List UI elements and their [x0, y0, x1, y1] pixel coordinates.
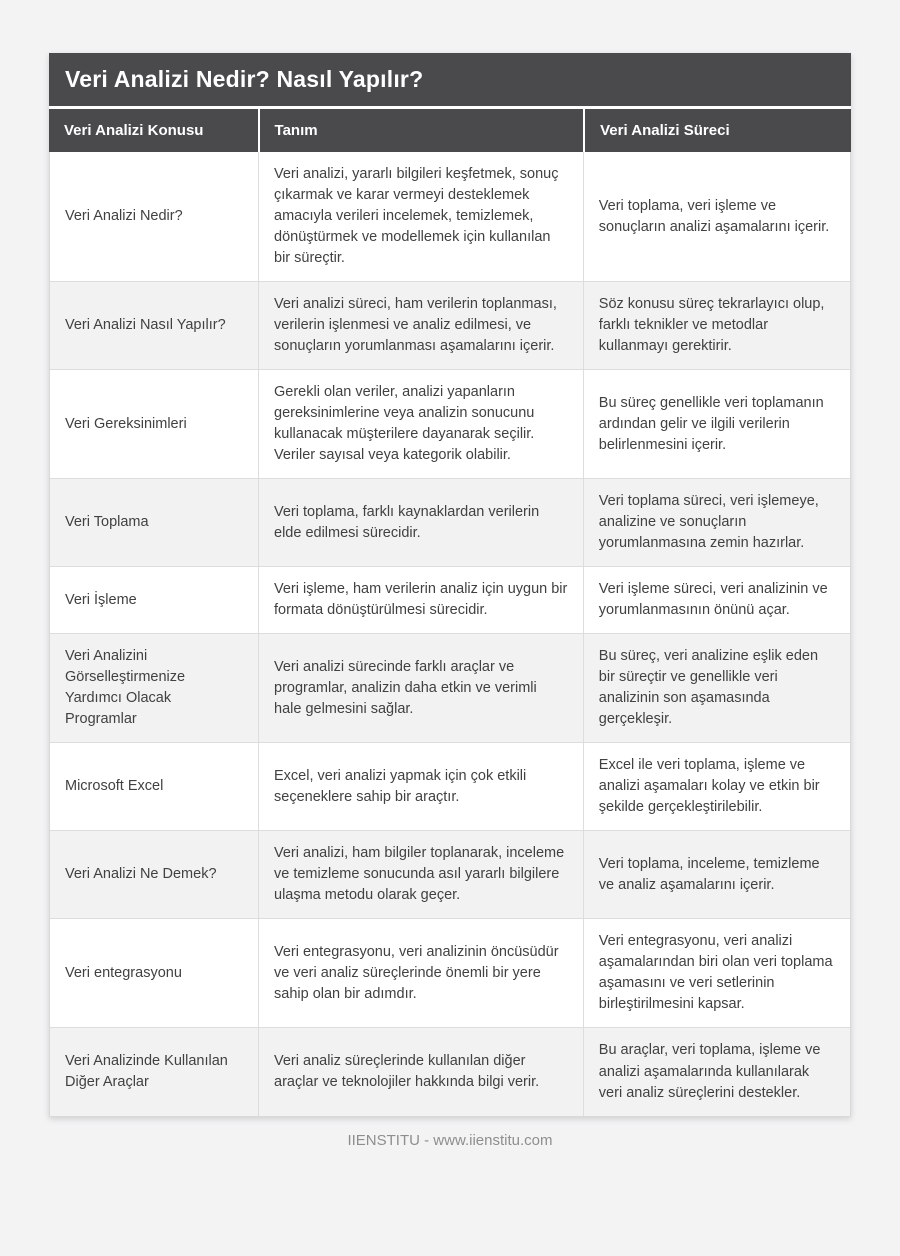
cell-process: Bu süreç genellikle veri toplamanın ardından gelir ve ilgili verilerin belirlenmesini içerir.	[583, 370, 850, 478]
table-row	[50, 742, 850, 830]
cell-topic: Veri Analizi Nasıl Yapılır?	[65, 317, 226, 334]
column-header-process: Veri Analizi Süreci	[583, 109, 851, 152]
cell-definition: Veri toplama, farklı kaynaklardan verilerin elde edilmesi sürecidir.	[258, 479, 583, 566]
table-row	[50, 152, 850, 281]
cell-definition: Veri işleme, ham verilerin analiz için uygun bir formata dönüştürülmesi sürecidir.	[258, 567, 583, 633]
cell-process: Bu araçlar, veri toplama, işleme ve analizi aşamalarında kullanılarak veri analiz süreçlerini destekler.	[583, 1028, 850, 1115]
cell-definition: Veri analiz süreçlerinde kullanılan diğer araçlar ve teknolojiler hakkında bilgi verir.	[258, 1028, 583, 1115]
cell-definition: Veri analizi, yararlı bilgileri keşfetmek, sonuç çıkarmak ve karar vermeyi desteklemek amacıyla verileri incelemek, temizlemek, dönüştürmek ve modellemek için kullanılan bir süreçtir.	[258, 152, 583, 281]
table-header-row	[49, 106, 851, 152]
cell-process: Veri toplama süreci, veri işlemeye, analizine ve sonuçların yorumlanmasına zemin hazırlar.	[583, 479, 850, 566]
cell-definition: Veri entegrasyonu, veri analizinin öncüsüdür ve veri analiz süreçlerinde önemli bir yere sahip olan bir adımdır.	[258, 919, 583, 1027]
table-row	[50, 830, 850, 918]
data-analysis-table-card	[49, 53, 851, 1117]
cell-process: Söz konusu süreç tekrarlayıcı olup, farklı teknikler ve metodlar kullanmayı gerektirir.	[583, 282, 850, 369]
cell-definition: Veri analizi süreci, ham verilerin toplanması, verilerin işlenmesi ve analiz edilmesi, ve sonuçların yorumlanması aşamalarını içerir.	[258, 282, 583, 369]
cell-topic: Veri Analizi Nedir?	[65, 208, 183, 225]
cell-process: Veri işleme süreci, veri analizinin ve yorumlanmasının önünü açar.	[583, 567, 850, 633]
cell-process: Veri toplama, veri işleme ve sonuçların analizi aşamalarını içerir.	[583, 152, 850, 281]
cell-topic: Veri Analizinde Kullanılan Diğer Araçlar	[65, 1052, 228, 1090]
cell-topic: Veri Analizi Ne Demek?	[65, 866, 217, 883]
table-row	[50, 1027, 850, 1115]
cell-definition: Veri analizi sürecinde farklı araçlar ve programlar, analizin daha etkin ve verimli hale gelmesini sağlar.	[258, 634, 583, 742]
cell-topic: Veri Gereksinimleri	[65, 415, 187, 432]
cell-process: Excel ile veri toplama, işleme ve analizi aşamaları kolay ve etkin bir şekilde gerçekleştirilebilir.	[583, 743, 850, 830]
cell-topic: Microsoft Excel	[65, 778, 164, 795]
table-row	[50, 369, 850, 478]
table-body	[49, 152, 851, 1117]
cell-topic: Veri entegrasyonu	[65, 964, 182, 981]
table-row	[50, 566, 850, 633]
table-row	[50, 918, 850, 1027]
cell-topic: Veri Analizini Görselleştirmenize Yardımcı Olacak Programlar	[65, 648, 186, 728]
column-header-definition: Tanım	[258, 109, 584, 152]
footer-credit: IIENSTITU - www.iienstitu.com	[347, 1131, 553, 1149]
cell-process: Veri toplama, inceleme, temizleme ve analiz aşamalarını içerir.	[583, 831, 850, 918]
cell-definition: Veri analizi, ham bilgiler toplanarak, inceleme ve temizleme sonucunda asıl yararlı bilgilere ulaşma metodu olarak geçer.	[258, 831, 583, 918]
table-row	[50, 633, 850, 742]
cell-definition: Gerekli olan veriler, analizi yapanların gereksinimlerine veya analizin sonucunu kullanacak müşterilere dayanarak seçilir. Veriler sayısal veya kategorik olabilir.	[258, 370, 583, 478]
page-title: Veri Analizi Nedir? Nasıl Yapılır?	[49, 53, 851, 106]
cell-topic: Veri İşleme	[65, 591, 137, 608]
column-header-topic: Veri Analizi Konusu	[64, 122, 204, 139]
cell-definition: Excel, veri analizi yapmak için çok etkili seçeneklere sahip bir araçtır.	[258, 743, 583, 830]
cell-process: Veri entegrasyonu, veri analizi aşamalarından biri olan veri toplama aşamasını ve veri setlerinin birleştirilmesini kapsar.	[583, 919, 850, 1027]
table-row	[50, 281, 850, 369]
cell-process: Bu süreç, veri analizine eşlik eden bir süreçtir ve genellikle veri analizinin son aşamasında gerçekleşir.	[583, 634, 850, 742]
cell-topic: Veri Toplama	[65, 514, 149, 531]
table-row	[50, 478, 850, 566]
